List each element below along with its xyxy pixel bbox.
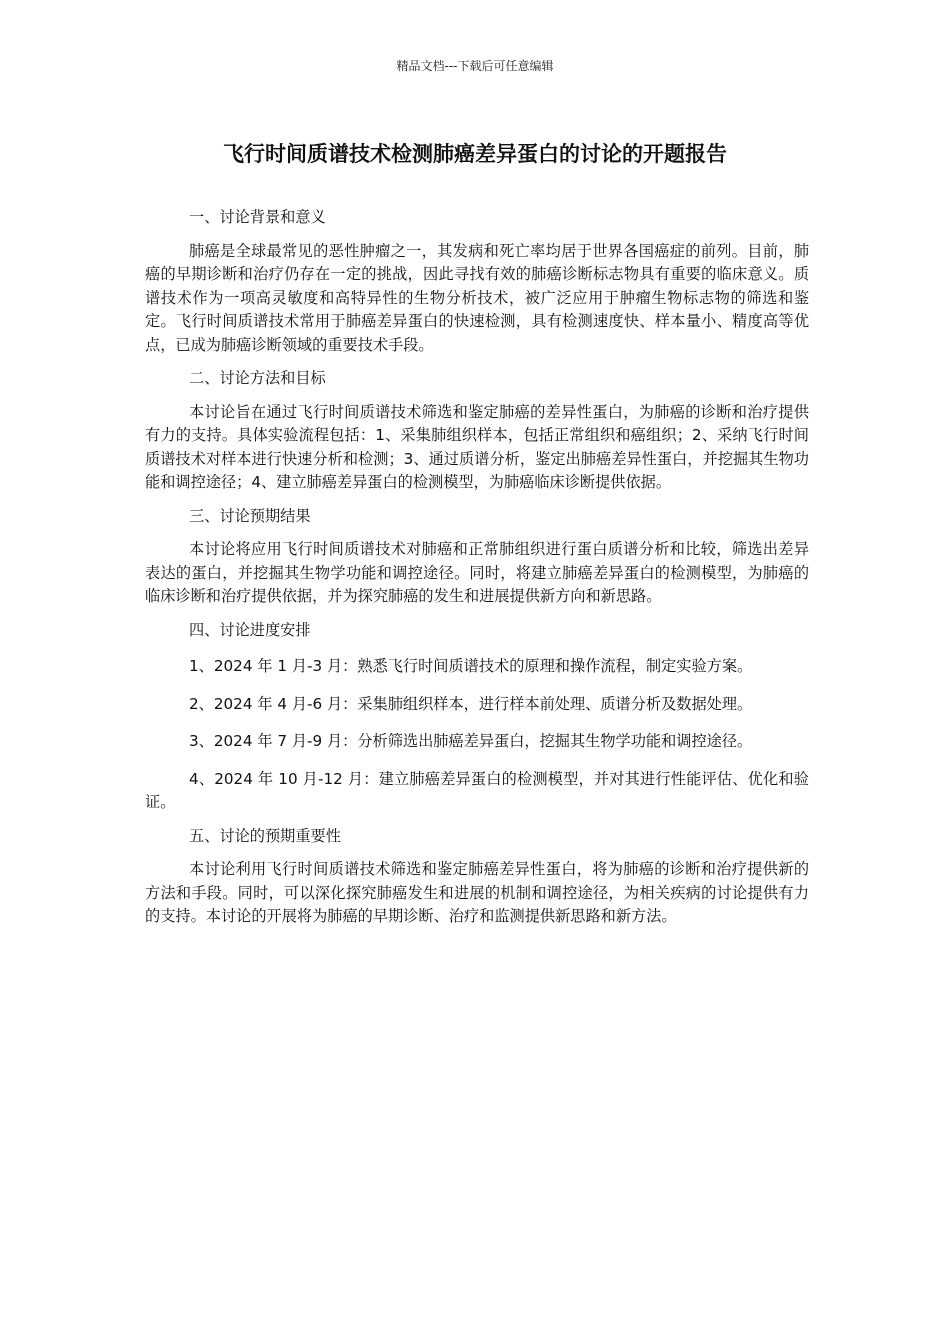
page-title: 飞行时间质谱技术检测肺癌差异蛋白的讨论的开题报告 xyxy=(223,142,727,166)
section-heading-background: 一、讨论背景和意义 xyxy=(189,208,326,226)
section-heading-expected-results: 三、讨论预期结果 xyxy=(189,506,311,525)
section-paragraph-methods: 本讨论旨在通过飞行时间质谱技术筛选和鉴定肺癌的差异性蛋白，为肺癌的诊断和治疗提供有力的支持。具体实验流程包括：1、采集肺组织样本，包括正常组织和癌组织；2、采纳飞行时间质谱技术对样本进行快速分析和检测；3、通过质谱分析，鉴定出肺癌差异性蛋白，并挖掘其生物功能和调控途径；4、建立肺癌差异蛋白的检测模型，为肺癌临床诊断提供依据。 xyxy=(145,402,809,491)
schedule-item: 4、2024 年 10 月-12 月：建立肺癌差异蛋白的检测模型，并对其进行性能评估、优化和验证。 xyxy=(145,769,809,811)
schedule-item: 1、2024 年 1 月-3 月：熟悉飞行时间质谱技术的原理和操作流程，制定实验方案。 xyxy=(189,657,753,675)
section-heading-schedule: 四、讨论进度安排 xyxy=(189,620,311,639)
section-paragraph-expected-results: 本讨论将应用飞行时间质谱技术对肺癌和正常肺组织进行蛋白质谱分析和比较，筛选出差异表达的蛋白，并挖掘其生物学功能和调控途径。同时，将建立肺癌差异蛋白的检测模型，为肺癌的临床诊断和治疗提供依据，并为探究肺癌的发生和进展提供新方向和新思路。 xyxy=(145,540,809,605)
section-paragraph-significance: 本讨论利用飞行时间质谱技术筛选和鉴定肺癌差异性蛋白，将为肺癌的诊断和治疗提供新的方法和手段。同时，可以深化探究肺癌发生和进展的机制和调控途径，为相关疾病的讨论提供有力的支持。本讨论的开展将为肺癌的早期诊断、治疗和监测提供新思路和新方法。 xyxy=(145,860,809,925)
schedule-item: 2、2024 年 4 月-6 月：采集肺组织样本，进行样本前处理、质谱分析及数据处理。 xyxy=(189,694,753,713)
schedule-item: 3、2024 年 7 月-9 月：分析筛选出肺癌差异蛋白，挖掘其生物学功能和调控途径。 xyxy=(189,732,753,750)
section-heading-significance: 五、讨论的预期重要性 xyxy=(189,826,341,845)
section-paragraph-background: 肺癌是全球最常见的恶性肿瘤之一，其发病和死亡率均居于世界各国癌症的前列。目前，肺癌的早期诊断和治疗仍存在一定的挑战，因此寻找有效的肺癌诊断标志物具有重要的临床意义。质谱技术作为一项高灵敏度和高特异性的生物分析技术，被广泛应用于肿瘤生物标志物的筛选和鉴定。飞行时间质谱技术常用于肺癌差异蛋白的快速检测，具有检测速度快、样本量小、精度高等优点，已成为肺癌诊断领域的重要技术手段。 xyxy=(145,241,809,354)
section-heading-methods: 二、讨论方法和目标 xyxy=(189,369,326,387)
document-body xyxy=(145,206,809,929)
header-note: 精品文档---下载后可任意编辑 xyxy=(396,59,554,73)
